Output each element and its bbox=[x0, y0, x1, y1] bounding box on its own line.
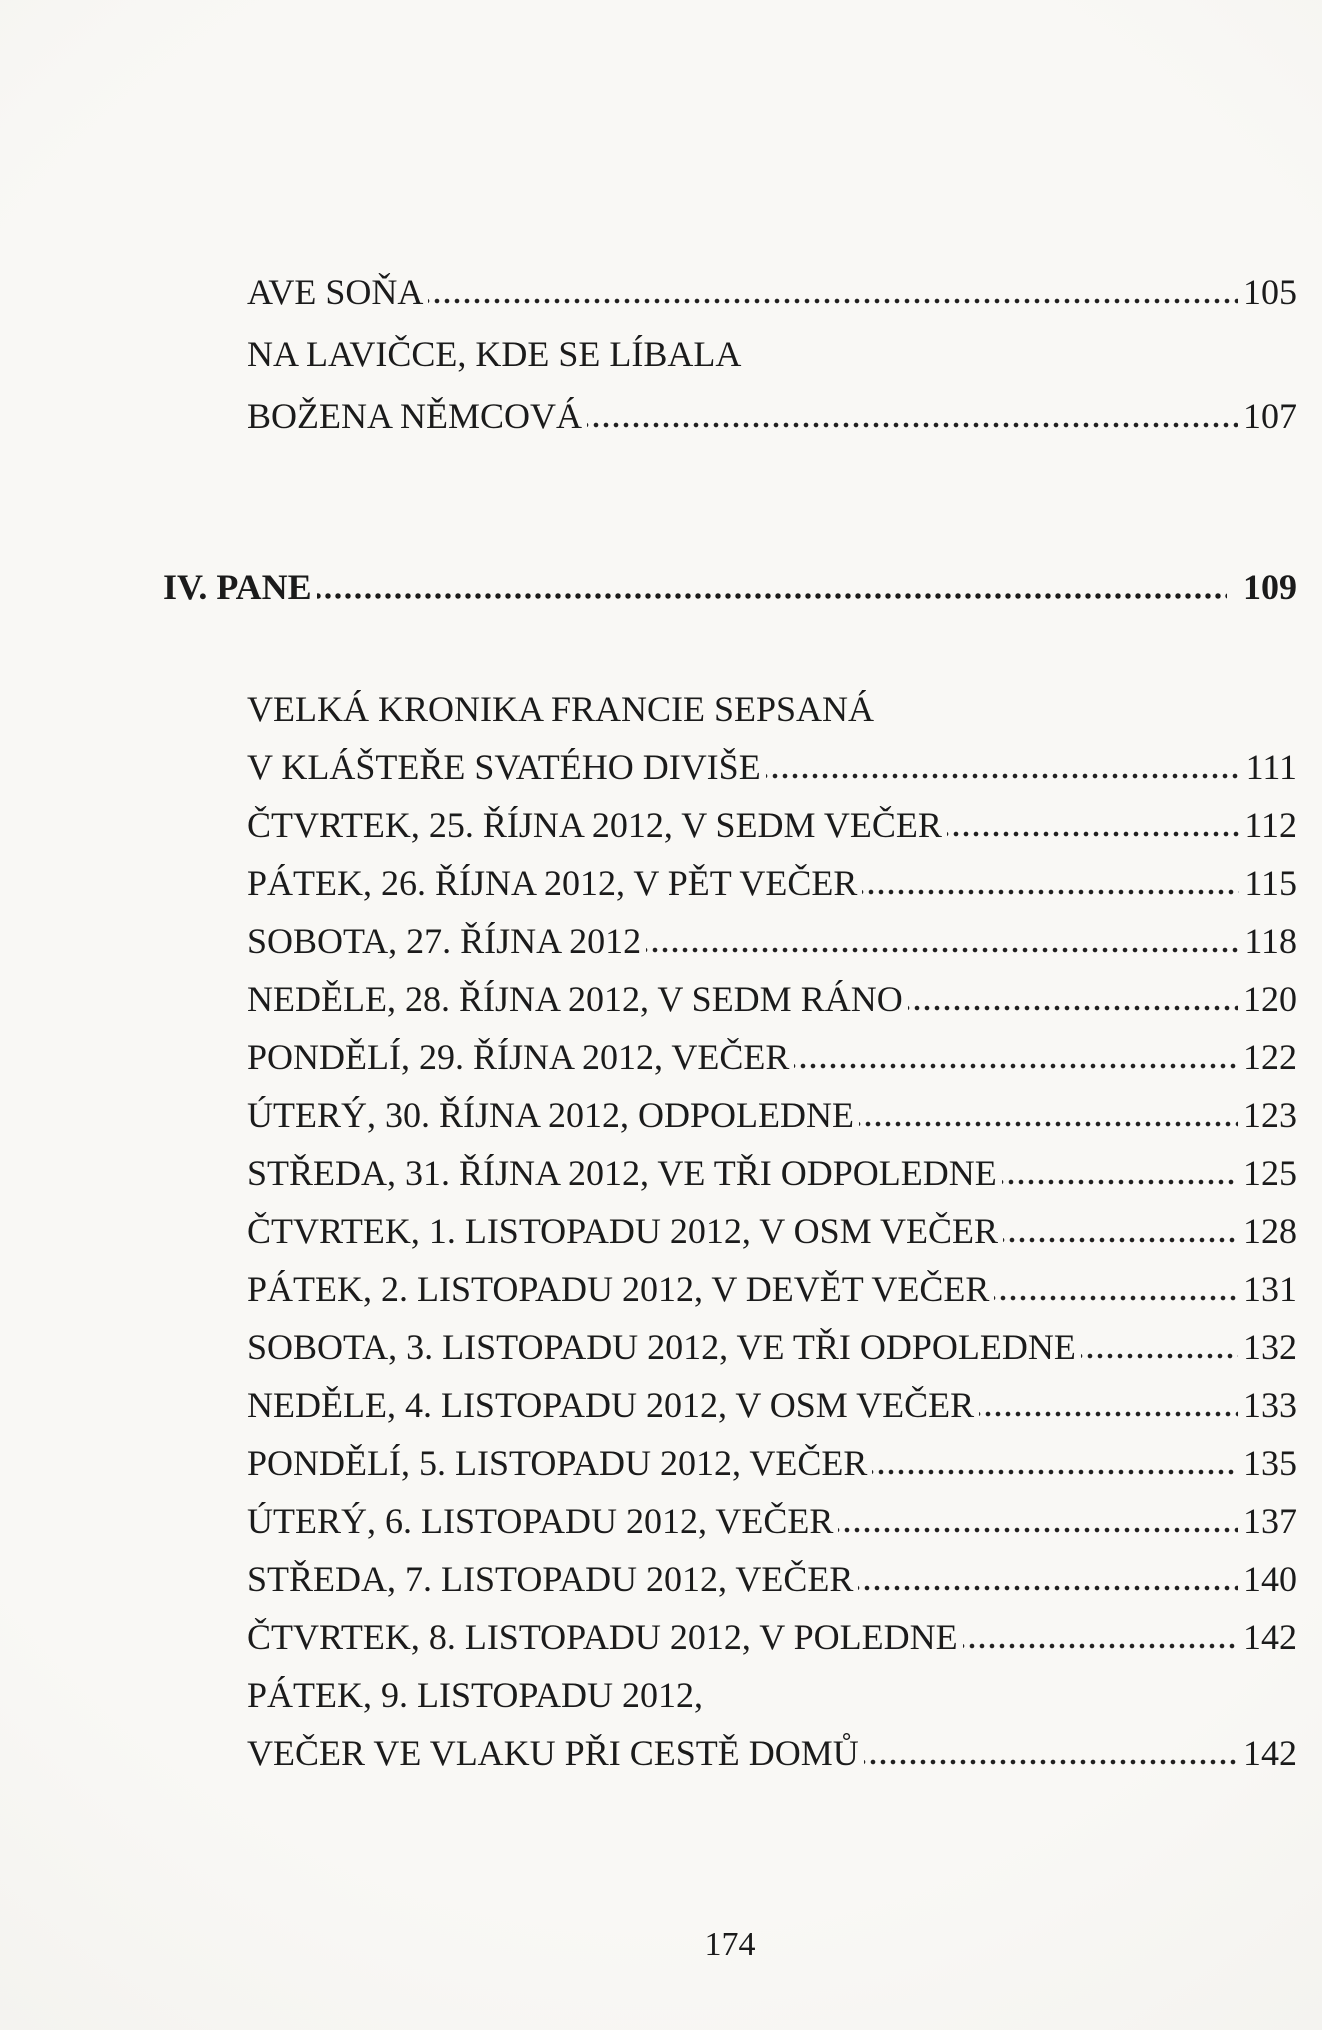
toc-entry-title: NEDĚLE, 28. ŘÍJNA 2012, V SEDM RÁNO bbox=[247, 979, 903, 1019]
toc-entry-page: 122 bbox=[1243, 1037, 1297, 1077]
dot-leader bbox=[963, 1608, 1238, 1666]
toc-entry bbox=[247, 385, 1297, 447]
toc-entry-page: 142 bbox=[1243, 1617, 1297, 1657]
toc-entry-page: 128 bbox=[1243, 1211, 1297, 1251]
dot-leader bbox=[858, 1550, 1238, 1608]
dot-leader bbox=[1003, 1202, 1238, 1260]
toc-entry bbox=[247, 1492, 1297, 1550]
toc-entry-title: VEČER VE VLAKU PŘI CESTĚ DOMŮ bbox=[247, 1733, 859, 1773]
toc-entry-title: NA LAVIČCE, KDE SE LÍBALA bbox=[247, 334, 742, 374]
dot-leader bbox=[317, 556, 1227, 618]
toc-entry-title: BOŽENA NĚMCOVÁ bbox=[247, 396, 583, 436]
dot-leader bbox=[428, 261, 1238, 323]
toc-entry-title: AVE SOŇA bbox=[247, 272, 424, 312]
dot-leader bbox=[864, 1724, 1238, 1782]
toc-section-page: 109 bbox=[1243, 567, 1297, 607]
toc-entry-page: 112 bbox=[1244, 805, 1297, 845]
toc-entry bbox=[247, 1724, 1297, 1782]
toc-entry bbox=[247, 854, 1297, 912]
toc-entry bbox=[247, 1086, 1297, 1144]
toc-entry-title: ÚTERÝ, 30. ŘÍJNA 2012, ODPOLEDNE bbox=[247, 1095, 854, 1135]
toc-entry bbox=[247, 1202, 1297, 1260]
dot-leader bbox=[1002, 1144, 1238, 1202]
toc-entry-page: 105 bbox=[1243, 272, 1297, 312]
dot-leader bbox=[1081, 1318, 1238, 1376]
toc-entry bbox=[247, 1260, 1297, 1318]
dot-leader bbox=[908, 970, 1238, 1028]
toc-entry bbox=[247, 1318, 1297, 1376]
toc-entry bbox=[247, 1550, 1297, 1608]
toc-entry-title: STŘEDA, 7. LISTOPADU 2012, VEČER bbox=[247, 1559, 854, 1599]
dot-leader bbox=[766, 738, 1241, 796]
toc-entry-title: ČTVRTEK, 8. LISTOPADU 2012, V POLEDNE bbox=[247, 1617, 958, 1657]
page-number: 174 bbox=[704, 1926, 756, 1963]
toc-entry bbox=[247, 1608, 1297, 1666]
toc-entry-page: 118 bbox=[1244, 921, 1297, 961]
toc-entry-page: 115 bbox=[1244, 863, 1297, 903]
toc-entry-title: NEDĚLE, 4. LISTOPADU 2012, V OSM VEČER bbox=[247, 1385, 975, 1425]
toc-entry bbox=[247, 1376, 1297, 1434]
toc-entry bbox=[247, 680, 1297, 738]
toc-entry bbox=[247, 738, 1297, 796]
toc-entry-page: 135 bbox=[1243, 1443, 1297, 1483]
toc-entry-title: SOBOTA, 27. ŘÍJNA 2012 bbox=[247, 921, 642, 961]
toc-entry-title: PÁTEK, 9. LISTOPADU 2012, bbox=[247, 1675, 704, 1715]
toc-entry-page: 123 bbox=[1243, 1095, 1297, 1135]
toc-entry-page: 131 bbox=[1243, 1269, 1297, 1309]
toc-entry-title: PONDĚLÍ, 29. ŘÍJNA 2012, VEČER bbox=[247, 1037, 790, 1077]
dot-leader bbox=[838, 1492, 1238, 1550]
toc-entry-page: 111 bbox=[1245, 747, 1297, 787]
dot-leader bbox=[947, 796, 1239, 854]
toc-entry bbox=[247, 796, 1297, 854]
toc-entry bbox=[247, 912, 1297, 970]
toc-entry-title: PÁTEK, 2. LISTOPADU 2012, V DEVĚT VEČER bbox=[247, 1269, 990, 1309]
toc-intro-list bbox=[247, 261, 1297, 447]
toc-entry bbox=[247, 323, 1297, 385]
toc-entry-page: 125 bbox=[1243, 1153, 1297, 1193]
dot-leader bbox=[862, 854, 1239, 912]
toc-section-title: IV. PANE bbox=[163, 567, 312, 607]
dot-leader bbox=[872, 1434, 1238, 1492]
toc-entry-page: 107 bbox=[1243, 396, 1297, 436]
toc-entry bbox=[247, 1666, 1297, 1724]
toc-entry-title: ČTVRTEK, 25. ŘÍJNA 2012, V SEDM VEČER bbox=[247, 805, 942, 845]
dot-leader bbox=[646, 912, 1239, 970]
toc-entry-title: SOBOTA, 3. LISTOPADU 2012, VE TŘI ODPOLEDNE bbox=[247, 1327, 1076, 1367]
toc-entry-title: VELKÁ KRONIKA FRANCIE SEPSANÁ bbox=[247, 689, 875, 729]
toc-entry bbox=[247, 1434, 1297, 1492]
toc-entry bbox=[247, 1144, 1297, 1202]
toc-section-row bbox=[163, 556, 1297, 618]
toc-entry-title: PÁTEK, 26. ŘÍJNA 2012, V PĚT VEČER bbox=[247, 863, 858, 903]
toc-entry-page: 133 bbox=[1243, 1385, 1297, 1425]
toc-entry-page: 140 bbox=[1243, 1559, 1297, 1599]
toc-entry-title: STŘEDA, 31. ŘÍJNA 2012, VE TŘI ODPOLEDNE bbox=[247, 1153, 997, 1193]
toc-entry-title: V KLÁŠTEŘE SVATÉHO DIVIŠE bbox=[247, 747, 761, 787]
dot-leader bbox=[994, 1260, 1238, 1318]
toc-entry-title: PONDĚLÍ, 5. LISTOPADU 2012, VEČER bbox=[247, 1443, 868, 1483]
toc-entry-page: 132 bbox=[1243, 1327, 1297, 1367]
toc-entry bbox=[247, 970, 1297, 1028]
toc-entry-page: 137 bbox=[1243, 1501, 1297, 1541]
dot-leader bbox=[859, 1086, 1238, 1144]
dot-leader bbox=[587, 385, 1238, 447]
toc-entry-title: ČTVRTEK, 1. LISTOPADU 2012, V OSM VEČER bbox=[247, 1211, 998, 1251]
toc-chapter-list bbox=[247, 680, 1297, 1782]
toc-entry bbox=[247, 1028, 1297, 1086]
toc-entry bbox=[247, 261, 1297, 323]
toc-entry-title: ÚTERÝ, 6. LISTOPADU 2012, VEČER bbox=[247, 1501, 834, 1541]
dot-leader bbox=[794, 1028, 1238, 1086]
toc-entry-page: 120 bbox=[1243, 979, 1297, 1019]
toc-entry-page: 142 bbox=[1243, 1733, 1297, 1773]
dot-leader bbox=[979, 1376, 1238, 1434]
